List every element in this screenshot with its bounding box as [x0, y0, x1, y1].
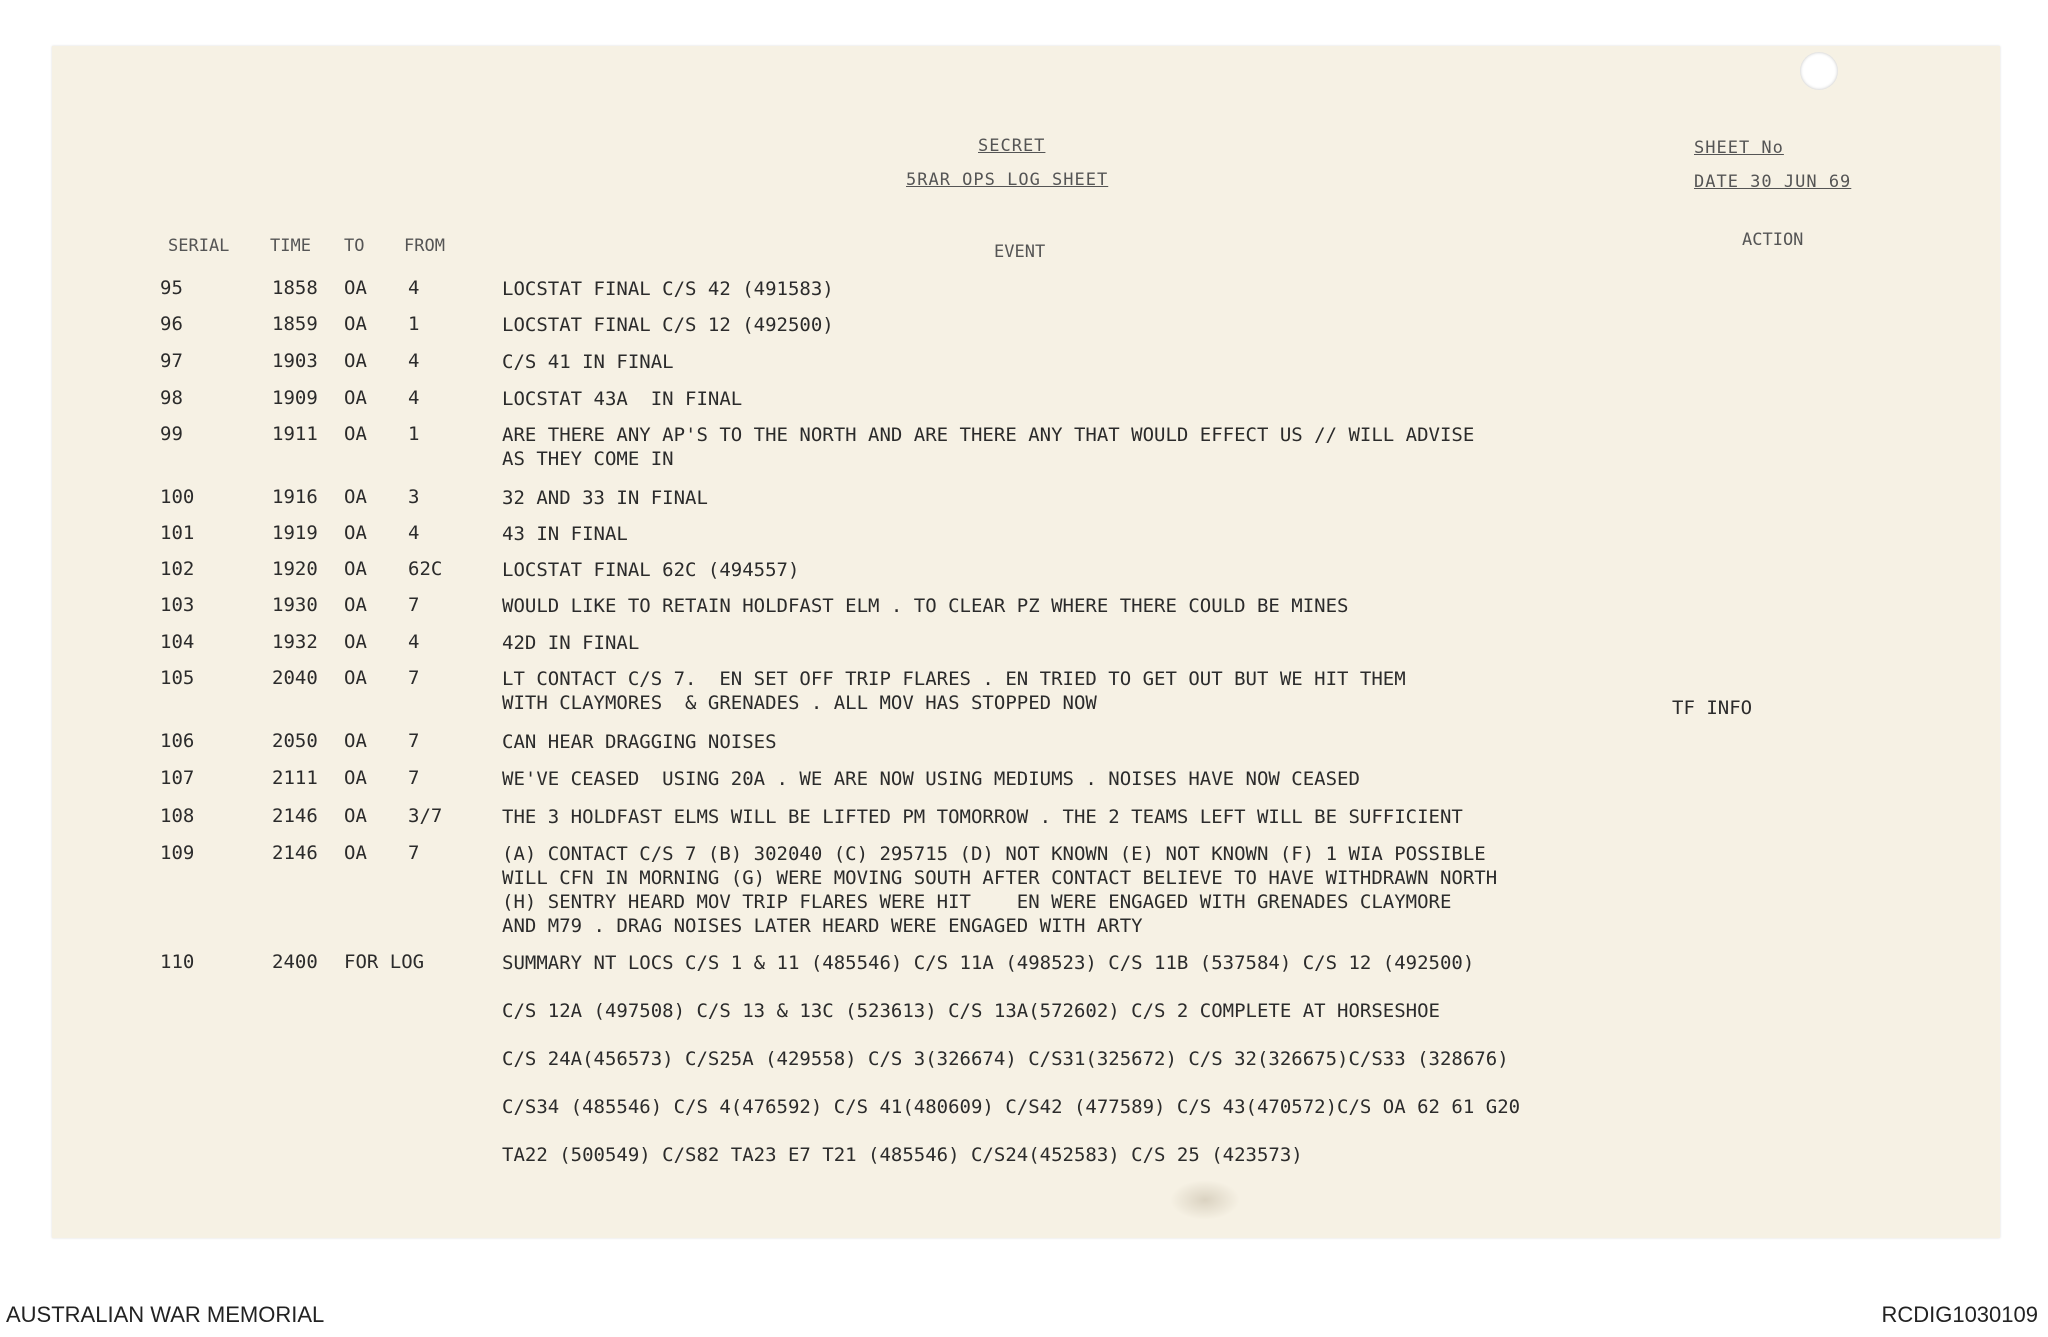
to-cell: OA [344, 423, 367, 445]
serial-cell: 106 [160, 730, 195, 752]
time-cell: 1932 [272, 631, 318, 653]
to-cell: FOR LOG [344, 951, 425, 973]
time-cell: 2400 [272, 951, 318, 973]
to-cell: OA [344, 350, 367, 372]
serial-cell: 103 [160, 594, 195, 616]
event-cell: WOULD LIKE TO RETAIN HOLDFAST ELM . TO CLEAR PZ WHERE THERE COULD BE MINES [502, 595, 1349, 617]
serial-cell: 95 [160, 277, 183, 299]
to-cell: OA [344, 667, 367, 689]
archive-credit: AUSTRALIAN WAR MEMORIAL [6, 1302, 325, 1327]
to-cell: OA [344, 277, 367, 299]
time-cell: 2146 [272, 805, 318, 827]
to-cell: OA [344, 594, 367, 616]
from-cell: 1 [408, 313, 420, 335]
from-cell: 3 [408, 486, 420, 508]
from-cell: 3/7 [408, 805, 443, 827]
serial-cell: 104 [160, 631, 195, 653]
from-cell: 7 [408, 667, 420, 689]
serial-cell: 100 [160, 486, 195, 508]
to-cell: OA [344, 730, 367, 752]
col-time: TIME [270, 236, 311, 256]
event-cell: LT CONTACT C/S 7. EN SET OFF TRIP FLARES . EN TRIED TO GET OUT BUT WE HIT THEM WITH CLAYMORES & GRENADES . ALL MOV HAS STOPPED NOW [502, 668, 1406, 714]
time-cell: 2040 [272, 667, 318, 689]
event-cell: 43 IN FINAL [502, 523, 628, 545]
time-cell: 1920 [272, 558, 318, 580]
classification-heading: SECRET [978, 136, 1046, 156]
event-cell: (A) CONTACT C/S 7 (B) 302040 (C) 295715 (D) NOT KNOWN (E) NOT KNOWN (F) 1 WIA POSSIBLE WILL CFN IN MORNING (G) WERE MOVING SOUTH AFTER CONTACT BELIEVE TO HAVE WITHDRAWN NORTH (H) SENTRY HEARD MOV TRIP FLARES WERE HIT EN WERE ENGAGED WITH GRENADES CLAYMORE AND M79 . DRAG NOISES LATER HEARD WERE ENGAGED WITH ARTY [502, 843, 1498, 937]
event-cell: LOCSTAT FINAL C/S 12 (492500) [502, 314, 834, 336]
to-cell: OA [344, 767, 367, 789]
event-cell: THE 3 HOLDFAST ELMS WILL BE LIFTED PM TOMORROW . THE 2 TEAMS LEFT WILL BE SUFFICIENT [502, 806, 1463, 828]
event-cell: SUMMARY NT LOCS C/S 1 & 11 (485546) C/S 11A (498523) C/S 11B (537584) C/S 12 (492500) C/S 12A (497508) C/S 13 & 13C (523613) C/S 13A(572602) C/S 2 COMPLETE AT HORSESHOE C/S 24A(456573) C/S25A (429558) C/S 3(326674) C/S31(325672) C/S 32(326675)C/S33 (328676) C/S34 (485546) C/S 4(476592) C/S 41(480609) C/S42 (477589) C/S 43(470572)C/S OA 62 61 G20 TA22 (500549) C/S82 TA23 E7 T21 (485546) C/S24(452583) C/S 25 (423573) [502, 952, 1521, 1166]
from-cell: 7 [408, 594, 420, 616]
event-cell: 42D IN FINAL [502, 632, 640, 654]
serial-cell: 99 [160, 423, 183, 445]
event-cell: CAN HEAR DRAGGING NOISES [502, 731, 777, 753]
serial-cell: 108 [160, 805, 195, 827]
to-cell: OA [344, 387, 367, 409]
col-serial: SERIAL [168, 236, 230, 256]
sheet-date: DATE 30 JUN 69 [1694, 172, 1852, 192]
time-cell: 1859 [272, 313, 318, 335]
time-cell: 2146 [272, 842, 318, 864]
event-cell: C/S 41 IN FINAL [502, 351, 674, 373]
event-cell: LOCSTAT 43A IN FINAL [502, 388, 743, 410]
col-event: EVENT [994, 242, 1046, 262]
time-cell: 1911 [272, 423, 318, 445]
from-cell: 7 [408, 730, 420, 752]
serial-cell: 101 [160, 522, 195, 544]
from-cell: 4 [408, 277, 420, 299]
archive-reference: RCDIG1030109 [1881, 1302, 2038, 1327]
serial-cell: 102 [160, 558, 195, 580]
col-to: TO [344, 236, 365, 256]
from-cell: 4 [408, 631, 420, 653]
event-cell: ARE THERE ANY AP'S TO THE NORTH AND ARE THERE ANY THAT WOULD EFFECT US // WILL ADVISE AS THEY COME IN [502, 424, 1475, 470]
col-action: ACTION [1742, 230, 1804, 250]
time-cell: 1909 [272, 387, 318, 409]
serial-cell: 105 [160, 667, 195, 689]
sheet-number: SHEET No [1694, 138, 1784, 158]
from-cell: 7 [408, 767, 420, 789]
event-cell: LOCSTAT FINAL C/S 42 (491583) [502, 278, 834, 300]
to-cell: OA [344, 522, 367, 544]
time-cell: 1930 [272, 594, 318, 616]
serial-cell: 97 [160, 350, 183, 372]
to-cell: OA [344, 313, 367, 335]
from-cell: 4 [408, 350, 420, 372]
sheet-title: 5RAR OPS LOG SHEET [906, 170, 1109, 190]
from-cell: 62C [408, 558, 443, 580]
serial-cell: 110 [160, 951, 195, 973]
time-cell: 1858 [272, 277, 318, 299]
time-cell: 1916 [272, 486, 318, 508]
to-cell: OA [344, 486, 367, 508]
serial-cell: 96 [160, 313, 183, 335]
action-cell: TF INFO [1672, 697, 1753, 719]
to-cell: OA [344, 805, 367, 827]
event-cell: WE'VE CEASED USING 20A . WE ARE NOW USING MEDIUMS . NOISES HAVE NOW CEASED [502, 768, 1360, 790]
serial-cell: 107 [160, 767, 195, 789]
col-from: FROM [404, 236, 445, 256]
event-cell: LOCSTAT FINAL 62C (494557) [502, 559, 800, 581]
event-cell: 32 AND 33 IN FINAL [502, 487, 708, 509]
serial-cell: 98 [160, 387, 183, 409]
time-cell: 2050 [272, 730, 318, 752]
time-cell: 1919 [272, 522, 318, 544]
to-cell: OA [344, 558, 367, 580]
to-cell: OA [344, 842, 367, 864]
from-cell: 4 [408, 387, 420, 409]
time-cell: 2111 [272, 767, 318, 789]
punch-hole [1800, 52, 1838, 90]
paper-crease [1170, 1180, 1240, 1220]
to-cell: OA [344, 631, 367, 653]
from-cell: 7 [408, 842, 420, 864]
serial-cell: 109 [160, 842, 195, 864]
from-cell: 4 [408, 522, 420, 544]
from-cell: 1 [408, 423, 420, 445]
time-cell: 1903 [272, 350, 318, 372]
